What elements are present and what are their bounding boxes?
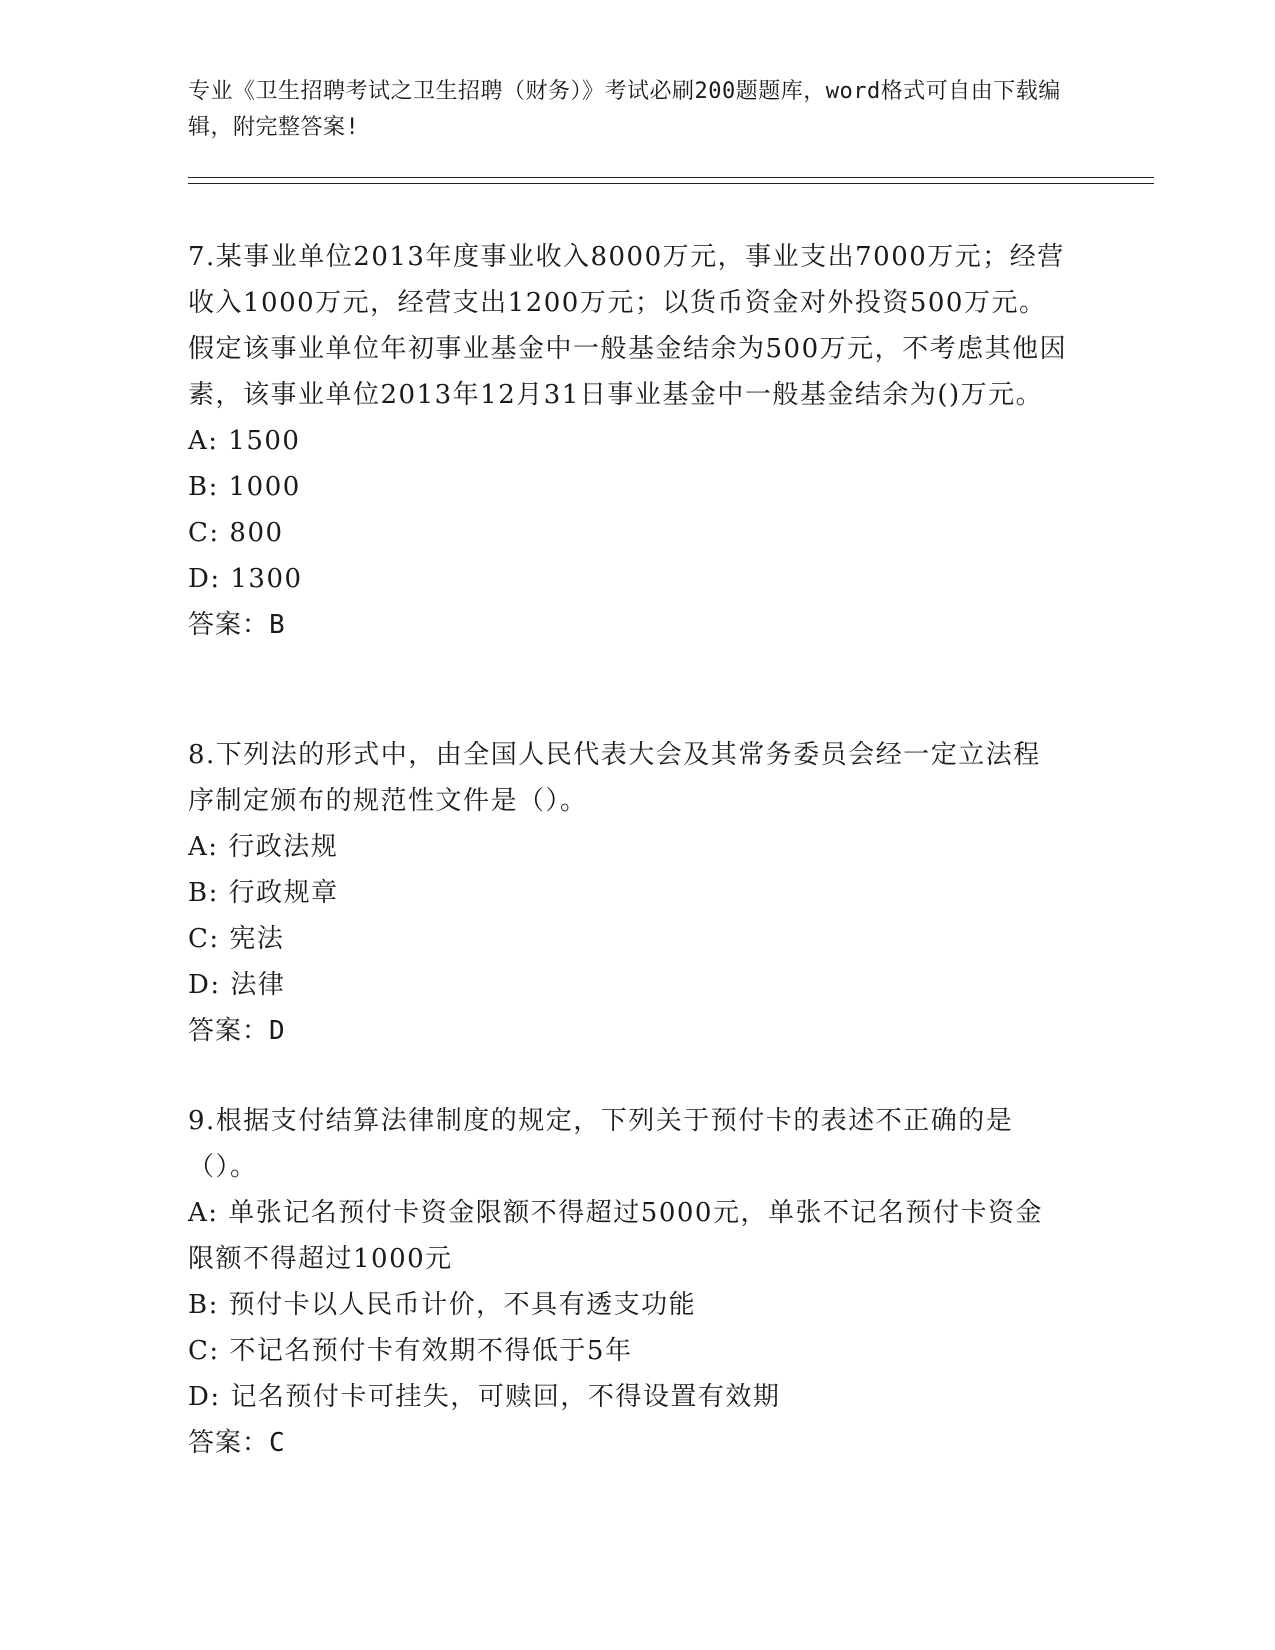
question-stem: 8.下列法的形式中，由全国人民代表大会及其常务委员会经一定立法程序制定颁布的规范性文件是（）。 xyxy=(188,740,1041,816)
option-a: A: 单张记名预付卡资金限额不得超过5000元，单张不记名预付卡资金限额不得超过1000元 xyxy=(188,1198,1043,1274)
question-9 xyxy=(188,1098,1068,1466)
header-divider-top xyxy=(188,177,1154,178)
option-a: A: 1500 xyxy=(188,426,301,456)
question-8 xyxy=(188,732,1068,1054)
option-c: C: 800 xyxy=(188,518,284,548)
option-d: D: 1300 xyxy=(188,564,303,594)
answer: 答案：C xyxy=(188,1428,286,1458)
answer: 答案：D xyxy=(188,1016,286,1046)
question-7 xyxy=(188,234,1068,648)
option-b: B: 行政规章 xyxy=(188,878,339,908)
option-d: D: 法律 xyxy=(188,970,286,1000)
header-divider-bottom xyxy=(188,183,1154,184)
question-stem: 9.根据支付结算法律制度的规定，下列关于预付卡的表述不正确的是（）。 xyxy=(188,1106,1014,1182)
option-b: B: 1000 xyxy=(188,472,301,502)
option-c: C: 宪法 xyxy=(188,924,285,954)
option-b: B: 预付卡以人民币计价，不具有透支功能 xyxy=(188,1290,697,1320)
option-c: C: 不记名预付卡有效期不得低于5年 xyxy=(188,1336,633,1366)
document-header: 专业《卫生招聘考试之卫生招聘（财务）》考试必刷200题题库，word格式可自由下载编辑，附完整答案! xyxy=(188,79,1061,140)
option-a: A: 行政法规 xyxy=(188,832,339,862)
question-stem: 7.某事业单位2013年度事业收入8000万元，事业支出7000万元；经营收入1000万元，经营支出1200万元；以货币资金对外投资500万元。假定该事业单位年初事业基金中一般基金结余为500万元，不考虑其他因素，该事业单位2013年12月31日事业基金中一般基金结余为()万元。 xyxy=(188,242,1068,410)
answer: 答案：B xyxy=(188,610,286,640)
option-d: D: 记名预付卡可挂失，可赎回，不得设置有效期 xyxy=(188,1382,781,1412)
